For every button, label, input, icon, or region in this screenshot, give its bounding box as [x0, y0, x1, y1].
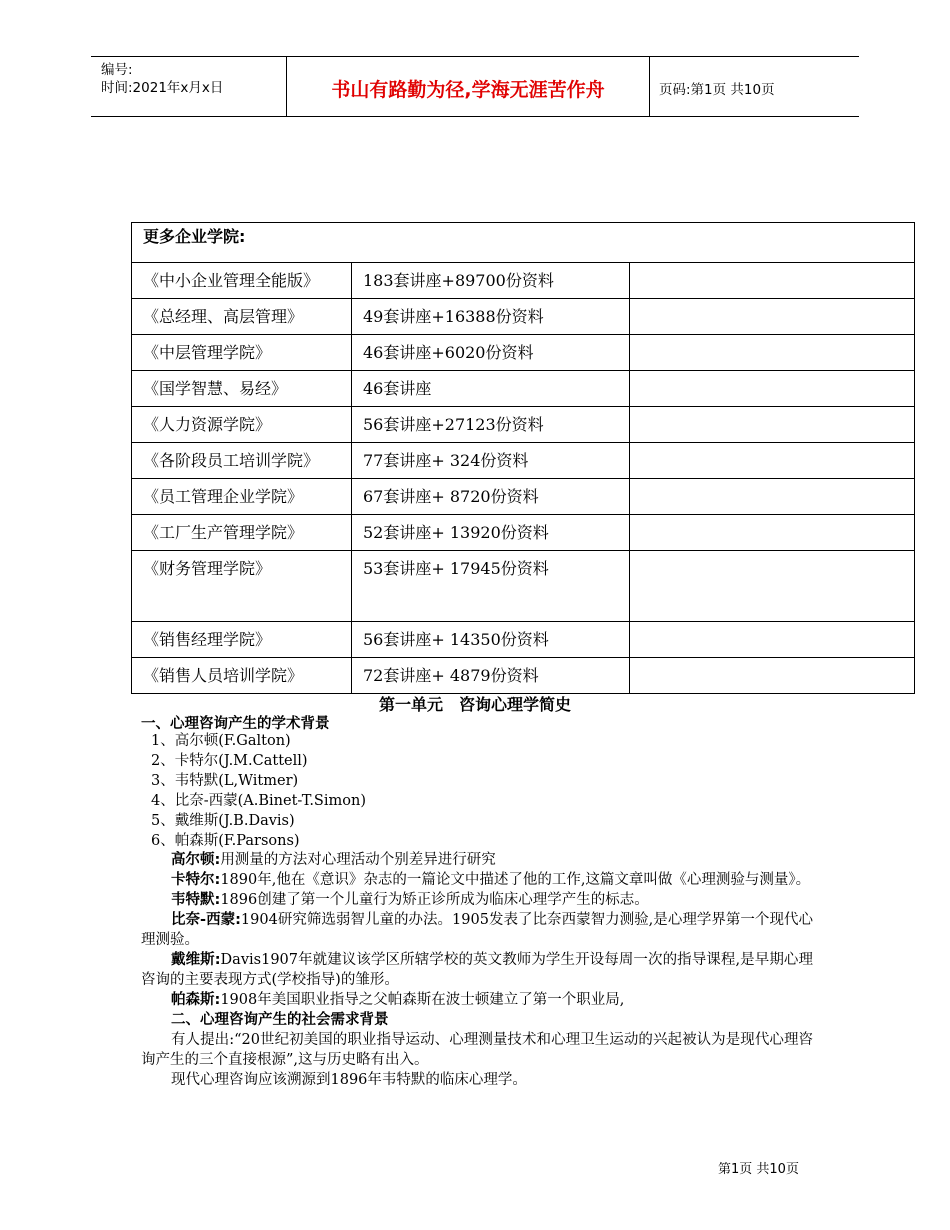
list-item: 4、比奈-西蒙(A.Binet-T.Simon): [151, 793, 366, 809]
table-title: 更多企业学院:: [132, 223, 915, 263]
table-row: [132, 263, 915, 299]
term: 戴维斯:: [171, 952, 221, 968]
course-name: 《各阶段员工培训学院》: [132, 443, 352, 479]
course-name: 《中小企业管理全能版》: [132, 263, 352, 299]
table-row: [132, 551, 915, 622]
empty-cell: [630, 551, 915, 622]
list-item: 6、帕森斯(F.Parsons): [151, 833, 300, 849]
header-motto: 书山有路勤为径,学海无涯苦作舟: [331, 79, 605, 101]
list-item: 5、戴维斯(J.B.Davis): [151, 813, 295, 829]
course-name: 《工厂生产管理学院》: [132, 515, 352, 551]
term: 比奈-西蒙:: [171, 912, 241, 928]
empty-cell: [630, 299, 915, 335]
term: 高尔顿:: [171, 852, 221, 868]
empty-cell: [630, 622, 915, 658]
paragraph: [141, 890, 813, 910]
course-name: 《中层管理学院》: [132, 335, 352, 371]
course-name: 《国学智慧、易经》: [132, 371, 352, 407]
empty-cell: [630, 658, 915, 694]
page-header: [91, 56, 859, 117]
table-row: [132, 299, 915, 335]
course-content: 49套讲座+16388份资料: [352, 299, 630, 335]
empty-cell: [630, 443, 915, 479]
empty-cell: [630, 371, 915, 407]
course-content: 56套讲座+ 14350份资料: [352, 622, 630, 658]
unit-title: 第一单元 咨询心理学简史: [378, 695, 571, 714]
section-heading: 二、心理咨询产生的社会需求背景: [171, 1012, 389, 1028]
time-label: 时间:2021年x月x日: [101, 80, 224, 96]
empty-cell: [630, 263, 915, 299]
courses-table: [131, 222, 915, 694]
paragraph: [141, 850, 813, 870]
paragraph-text: 1896创建了第一个儿童行为矫正诊所成为临床心理学产生的标志。: [220, 892, 649, 908]
term: 韦特默:: [171, 892, 221, 908]
number-label: 编号:: [101, 62, 133, 78]
table-row: [132, 622, 915, 658]
paragraph-text: 用测量的方法对心理活动个别差异进行研究: [220, 852, 496, 868]
course-content: 77套讲座+ 324份资料: [352, 443, 630, 479]
empty-cell: [630, 479, 915, 515]
paragraph-text: Davis1907年就建议该学区所辖学校的英文教师为学生开设每周一次的指导课程,是早期心理咨询的主要表现方式(学校指导)的雏形。: [141, 952, 813, 988]
paragraph: [141, 990, 813, 1010]
course-name: 《员工管理企业学院》: [132, 479, 352, 515]
course-content: 56套讲座+27123份资料: [352, 407, 630, 443]
empty-cell: [630, 407, 915, 443]
course-content: 46套讲座+6020份资料: [352, 335, 630, 371]
empty-cell: [630, 515, 915, 551]
list-item: 1、高尔顿(F.Galton): [151, 733, 291, 749]
course-content: 72套讲座+ 4879份资料: [352, 658, 630, 694]
paragraph-text: 1908年美国职业指导之父帕森斯在波士顿建立了第一个职业局,: [220, 992, 625, 1008]
table-row: [132, 658, 915, 694]
section-heading: 一、心理咨询产生的学术背景: [141, 716, 330, 732]
table-row: [132, 371, 915, 407]
course-name: 《销售人员培训学院》: [132, 658, 352, 694]
header-page-number: 页码:第1页 共10页: [659, 82, 775, 98]
course-name: 《财务管理学院》: [132, 551, 352, 622]
page-footer: 第1页 共10页: [718, 1162, 799, 1177]
table-row: [132, 335, 915, 371]
table-title-row: [132, 223, 915, 263]
paragraph: 现代心理咨询应该溯源到1896年韦特默的临床心理学。: [171, 1072, 527, 1088]
paragraph: [141, 870, 813, 890]
course-content: 53套讲座+ 17945份资料: [352, 551, 630, 622]
table-row: [132, 515, 915, 551]
body-text: [141, 850, 813, 1090]
term: 卡特尔:: [171, 872, 221, 888]
paragraph: [141, 950, 813, 990]
paragraph-text: 1890年,他在《意识》杂志的一篇论文中描述了他的工作,这篇文章叫做《心理测验与测量》。: [220, 872, 811, 888]
scholar-list: [151, 731, 366, 851]
course-content: 52套讲座+ 13920份资料: [352, 515, 630, 551]
course-name: 《销售经理学院》: [132, 622, 352, 658]
course-content: 67套讲座+ 8720份资料: [352, 479, 630, 515]
table-row: [132, 479, 915, 515]
course-content: 46套讲座: [352, 371, 630, 407]
paragraph-text: 1904研究筛选弱智儿童的办法。1905发表了比奈西蒙智力测验,是心理学界第一个现代心理测验。: [141, 912, 813, 948]
paragraph: 有人提出:“20世纪初美国的职业指导运动、心理测量技术和心理卫生运动的兴起被认为是现代心理咨询产生的三个直接根源”,这与历史略有出入。: [141, 1032, 813, 1068]
term: 帕森斯:: [171, 992, 221, 1008]
header-meta: [101, 61, 223, 97]
table-row: [132, 407, 915, 443]
list-item: 3、韦特默(L,Witmer): [151, 773, 299, 789]
table-row: [132, 443, 915, 479]
list-item: 2、卡特尔(J.M.Cattell): [151, 753, 308, 769]
course-name: 《人力资源学院》: [132, 407, 352, 443]
header-divider: [649, 57, 650, 116]
paragraph: [141, 910, 813, 950]
course-name: 《总经理、高层管理》: [132, 299, 352, 335]
empty-cell: [630, 335, 915, 371]
course-content: 183套讲座+89700份资料: [352, 263, 630, 299]
